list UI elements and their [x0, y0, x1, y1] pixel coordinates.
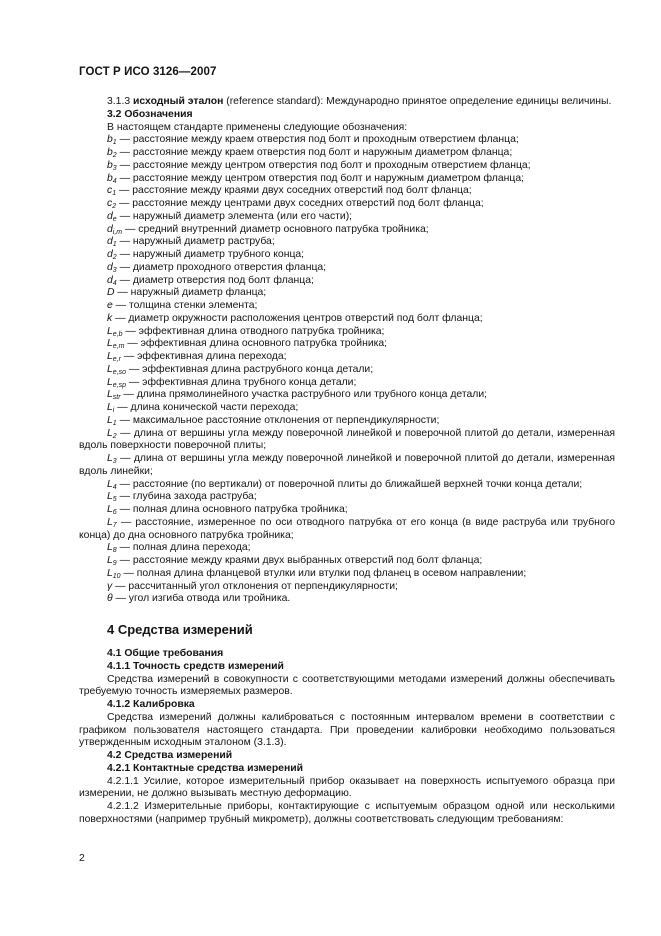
symbol: L [107, 338, 113, 350]
symbol-description: — полная длина фланцевой втулки или втулки под фланец в осевом направлении; [120, 567, 527, 579]
symbol: b [107, 159, 113, 171]
section-heading-4-1-1: 4.1.1 Точность средств измерений [107, 660, 284, 672]
symbol-description: — диаметр отверстия под болт фланца; [116, 274, 314, 286]
symbol-description: — толщина стенки элемента; [112, 300, 258, 311]
symbol-definition [79, 134, 615, 147]
symbol: L [107, 351, 113, 362]
symbol-subscript: e,b [112, 330, 123, 338]
symbol: b [107, 134, 113, 146]
symbol-definition [79, 300, 615, 313]
symbol-description: — наружный диаметр трубного конца; [116, 249, 305, 260]
section-heading-4-1: 4.1 Общие требования [107, 648, 224, 659]
symbol-description: — наружный диаметр элемента (или его части); [116, 210, 353, 222]
symbol-subscript: 1 [112, 419, 117, 427]
symbol-description: — эффективная длина трубного конца детали; [126, 376, 357, 388]
symbol-description: — эффективная длина перехода; [120, 351, 287, 362]
symbol-subscript: 8 [112, 547, 117, 555]
symbol-definition [79, 326, 615, 339]
symbol-description: — глубина захода раструба; [116, 491, 257, 503]
symbol: L [107, 389, 113, 401]
symbol-description: — наружный диаметр раструба; [116, 236, 275, 248]
symbol-definition [79, 160, 615, 173]
term-definition-3-1-3 [79, 96, 615, 109]
section-heading-4: 4 Средства измерений [107, 622, 253, 637]
symbol-subscript: e [112, 215, 117, 223]
symbol: L [107, 478, 113, 490]
symbol: D [107, 287, 115, 299]
symbol-description: — диаметр окружности расположения центров отверстий под болт фланца; [112, 312, 483, 324]
symbol-definition [79, 249, 615, 262]
symbol-definition [79, 555, 615, 568]
symbol: θ [107, 593, 113, 605]
symbol-definition [79, 453, 615, 479]
symbol: b [107, 147, 113, 158]
symbol: L [107, 555, 113, 566]
symbol-subscript: 10 [112, 572, 121, 580]
symbol-description: — расстояние (по вертикали) от поверочной плиты до ближайшей верхней точки конца детали; [116, 478, 583, 490]
paragraph-4-1-1: Средства измерений в совокупности с соответствующими методами измерений должны обеспечивать требуемую точность измеряемых размеров. [79, 673, 615, 698]
symbol-subscript: 7 [112, 521, 117, 529]
symbol-description: — максимальное расстояние отклонения от перпендикулярности; [116, 414, 440, 426]
symbol-description: — расстояние между краями двух соседних отверстий под болт фланца; [116, 185, 472, 197]
definition-text: (reference standard): Международно принятое определение единицы величины. [223, 96, 612, 107]
symbol: c [107, 185, 113, 197]
paragraph-4-1-2: Средства измерений должны калиброваться с постоянным интервалом времени в соответствии с графиком пользователя настоящего стандарта. При проведении калибровки необходимо пользоваться утвержденным исходным эталоном (3.1.3). [79, 711, 615, 749]
symbol-description: — расстояние между краями двух выбранных отверстий под болт фланца; [116, 555, 483, 566]
symbol: d [107, 249, 113, 260]
symbol-description: — полная длина основного патрубка тройника; [116, 504, 348, 515]
symbol-subscript: 2 [112, 152, 117, 159]
symbol: L [107, 325, 113, 337]
symbol: L [107, 414, 113, 426]
symbol-definition [79, 224, 615, 237]
symbol-subscript: 2 [112, 254, 117, 261]
symbol-definition [79, 364, 615, 377]
symbol: L [107, 491, 113, 503]
symbol-description: — рассчитанный угол отклонения от перпендикулярности; [112, 580, 398, 592]
section-heading-4-2: 4.2 Средства измерений [107, 750, 233, 761]
symbol-subscript: i,m [112, 228, 123, 236]
page-number: 2 [79, 853, 85, 864]
symbol: L [107, 427, 113, 439]
symbol: b [107, 172, 113, 184]
symbol-subscript: i [112, 407, 115, 414]
symbol-description: — расстояние между центром отверстия под болт и наружным диаметром фланца; [116, 172, 524, 184]
symbols-list [79, 134, 615, 606]
symbol-definition [79, 415, 615, 428]
symbol-definition [79, 491, 615, 504]
symbol-subscript: e,m [112, 343, 125, 351]
symbol: k [107, 312, 113, 324]
symbol: L [107, 504, 113, 515]
document-body [79, 96, 615, 827]
symbol-description: — расстояние между центрами двух соседних отверстий под болт фланца; [116, 198, 484, 209]
symbol-subscript: e,r [112, 356, 121, 363]
symbol-subscript: 1 [112, 190, 117, 198]
symbol-definition [79, 351, 615, 364]
symbol-description: — средний внутренний диаметр основного патрубка тройника; [122, 223, 429, 235]
symbol-description: — длина от вершины угла между поверочной линейкой и поверочной плитой до детали, измеренная вдоль линейки; [79, 453, 615, 477]
symbol: L [107, 363, 113, 375]
symbol-definition [79, 147, 615, 160]
symbol: d [107, 236, 113, 248]
symbol-description: — эффективная длина отводного патрубка тройника; [122, 325, 385, 337]
symbol-definition [79, 313, 615, 326]
symbol-subscript: 1 [112, 139, 117, 147]
symbol: d [107, 210, 113, 222]
symbol-subscript: 4 [112, 279, 117, 287]
term: исходный эталон [133, 96, 224, 107]
symbol-definition [79, 185, 615, 198]
section-heading-4-2-1: 4.2.1 Контактные средства измерений [107, 762, 304, 774]
symbol: d [107, 223, 113, 235]
symbol-definition [79, 262, 615, 275]
symbol-description: — эффективная длина раструбного конца детали; [126, 363, 374, 375]
symbol-definition [79, 593, 615, 606]
clause-number: 3.1.3 [107, 96, 131, 107]
symbol-subscript: 2 [112, 203, 117, 210]
symbol-description: — угол изгиба отвода или тройника. [112, 593, 291, 605]
symbol: L [107, 567, 113, 579]
section-heading-4-1-2: 4.1.2 Калибровка [107, 699, 195, 710]
symbol-description: — расстояние, измеренное по оси отводного патрубка от его конца (в виде раструба или трубного конца) до дна основного патрубка тройника; [79, 516, 615, 541]
symbol-definition [79, 568, 615, 581]
symbol-subscript: 2 [112, 432, 117, 440]
symbol-subscript: 3 [112, 266, 117, 274]
symbol-description: — наружный диаметр фланца; [114, 287, 267, 299]
symbol-definition [79, 287, 615, 300]
symbol-description: — расстояние между краем отверстия под болт и проходным отверстием фланца; [116, 134, 519, 146]
symbol-subscript: 3 [112, 458, 117, 465]
symbol-subscript: 6 [112, 509, 117, 516]
symbol-description: — длина от вершины угла между поверочной линейкой и поверочной плитой до детали, измеренная вдоль поверхности поверочной плиты; [79, 427, 615, 452]
symbol-subscript: e,sp [112, 381, 127, 389]
symbol: L [107, 402, 113, 413]
symbol: L [107, 516, 113, 528]
symbol-definition [79, 198, 615, 211]
symbol: d [107, 261, 113, 273]
symbol: d [107, 274, 113, 286]
symbol-definition [79, 236, 615, 249]
symbol-subscript: str [112, 394, 121, 402]
symbol-definition [79, 581, 615, 594]
symbol-description: — длина прямолинейного участка раструбного или трубного конца детали; [120, 389, 488, 401]
symbol: L [107, 453, 113, 464]
symbol-subscript: 3 [112, 164, 117, 172]
symbol-description: — расстояние между центром отверстия под болт и проходным отверстием фланца; [116, 159, 531, 171]
symbol: L [107, 376, 113, 388]
symbol-definition [79, 338, 615, 351]
symbol-subscript: 9 [112, 560, 117, 567]
symbol-definition [79, 211, 615, 224]
symbol-description: — полная длина перехода; [116, 542, 251, 554]
symbol-subscript: 4 [112, 483, 117, 491]
symbol-definition [79, 517, 615, 543]
symbol-description: — длина конической части перехода; [114, 402, 299, 413]
symbols-intro: В настоящем стандарте применены следующие обозначения: [107, 121, 408, 133]
symbol-subscript: 4 [112, 177, 117, 185]
symbol-definition [79, 504, 615, 517]
symbol-definition [79, 402, 615, 415]
symbol: c [107, 198, 113, 209]
document-header: ГОСТ Р ИСО 3126—2007 [79, 66, 217, 78]
paragraph-4-2-1-2: 4.2.1.2 Измерительные приборы, контактирующие с испытуемым образцом одной или несколькими поверхностями (например трубный микрометр), должны соответствовать следующим требованиям: [79, 801, 615, 825]
symbol-subscript: 1 [112, 241, 117, 249]
symbol-definition [79, 389, 615, 402]
symbol-definition [79, 173, 615, 186]
section-heading-3-2: 3.2 Обозначения [107, 108, 193, 120]
symbol-description: — диаметр проходного отверстия фланца; [116, 261, 327, 273]
symbol: L [107, 542, 113, 554]
symbol-definition [79, 479, 615, 492]
symbol: e [107, 300, 113, 311]
symbol-subscript: e,so [112, 368, 127, 376]
symbol: γ [107, 580, 113, 592]
paragraph-4-2-1-1: 4.2.1.1 Усилие, которое измерительный прибор оказывает на поверхность испытуемого образца при измерении, не должно вызывать местную деформацию. [79, 775, 615, 800]
symbol-description: — расстояние между краем отверстия под болт и наружным диаметром фланца; [116, 147, 513, 158]
symbol-description: — эффективная длина основного патрубка тройника; [124, 338, 388, 350]
symbol-definition [79, 428, 615, 454]
symbol-definition [79, 275, 615, 288]
symbol-subscript: 5 [112, 496, 117, 504]
symbol-definition [79, 542, 615, 555]
symbol-definition [79, 377, 615, 390]
